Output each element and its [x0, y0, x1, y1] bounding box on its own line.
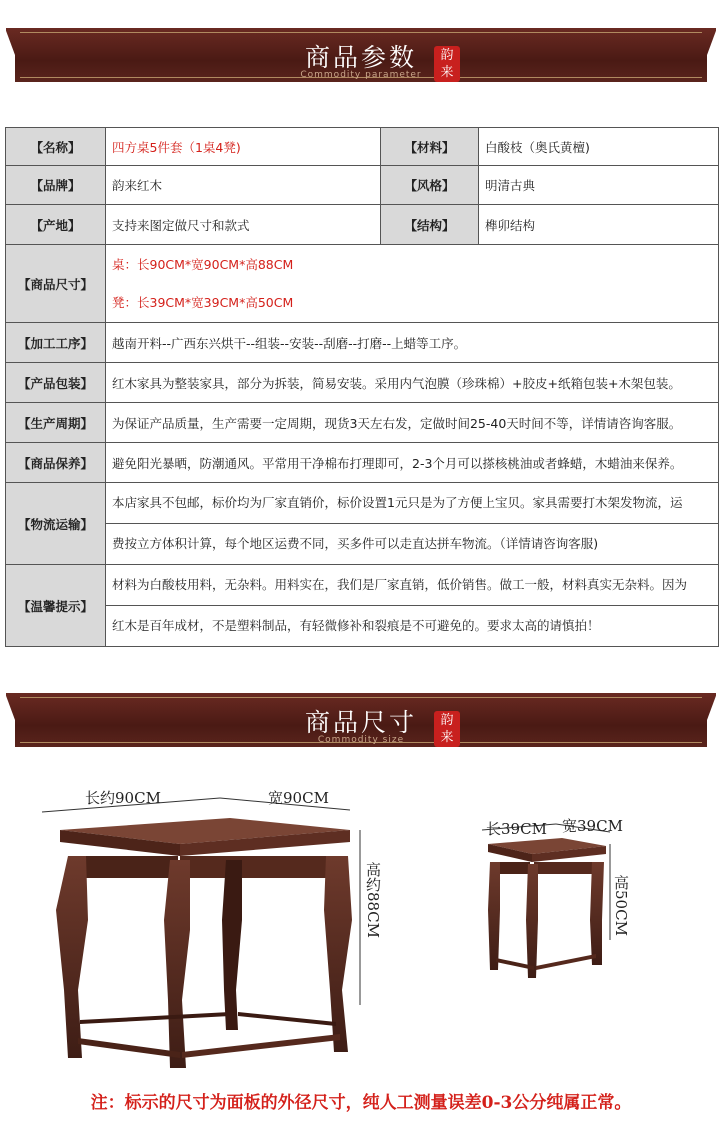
material-value: 白酸枝（奥氏黄檀)	[479, 128, 719, 166]
banner-commodity-size	[6, 683, 716, 757]
brand-value: 韵来红木	[106, 166, 381, 205]
banner-title: 商品尺寸	[304, 708, 417, 737]
table-width-label: 宽90CM	[268, 789, 329, 807]
process-label: 【加工工序】	[6, 323, 106, 363]
tip-value	[106, 565, 719, 647]
structure-value: 榫卯结构	[479, 205, 719, 245]
shipping-line-1: 本店家具不包邮，标价均为厂家直销价，标价设置1元只是为了方便上宝贝。家具需要打木架发物流，运	[112, 495, 683, 510]
cycle-value: 为保证产品质量，生产需要一定周期，现货3天左右发，定做时间25-40天时间不等，详情请咨询客服。	[106, 403, 719, 443]
parameter-table	[5, 127, 719, 647]
measurement-note: 注：标示的尺寸为面板的外径尺寸，纯人工测量误差0-3公分纯属正常。	[90, 1093, 632, 1113]
stool-image	[478, 820, 613, 985]
tip-line-1: 材料为白酸枝用料，无杂料。用料实在，我们是厂家直销，低价销售。做工一般，材料真实无杂料。因为	[112, 577, 688, 592]
banner-commodity-parameter	[6, 18, 716, 92]
shipping-label: 【物流运输】	[6, 483, 106, 565]
stool-height-label: 高50CM	[612, 875, 630, 936]
brand-seal: 韵 来	[434, 46, 460, 82]
care-label: 【商品保养】	[6, 443, 106, 483]
name-value: 四方桌5件套（1桌4凳)	[106, 128, 381, 166]
origin-value: 支持来图定做尺寸和款式	[106, 205, 381, 245]
table-height-label: 高约88CM	[364, 862, 382, 938]
stool-width-label: 宽39CM	[562, 817, 623, 835]
structure-label: 【结构】	[381, 205, 479, 245]
stool-length-label: 长39CM	[486, 820, 547, 838]
stool-size: 凳：长39CM*宽39CM*高50CM	[112, 294, 294, 310]
packaging-value: 红木家具为整装家具，部分为拆装，简易安装。采用内气泡膜（珍珠棉）+胶皮+纸箱包装+木架包装。	[106, 363, 719, 403]
style-value: 明清古典	[479, 166, 719, 205]
shipping-line-2: 费按立方体积计算，每个地区运费不同，买多件可以走直达拼车物流。（详情请咨询客服)	[106, 523, 718, 564]
table-size: 桌：长90CM*宽90CM*高88CM	[112, 256, 294, 272]
banner-subtitle: Commodity size	[317, 735, 405, 745]
size-value	[106, 245, 719, 323]
brand-seal: 韵 来	[434, 711, 460, 747]
table-length-label: 长约90CM	[85, 789, 161, 807]
packaging-label: 【产品包装】	[6, 363, 106, 403]
banner-title: 商品参数	[304, 43, 417, 72]
style-label: 【风格】	[381, 166, 479, 205]
banner-subtitle: Commodity parameter	[300, 70, 422, 80]
process-value: 越南开料--广西东兴烘干--组装--安装--刮磨--打磨--上蜡等工序。	[106, 323, 719, 363]
origin-label: 【产地】	[6, 205, 106, 245]
care-value: 避免阳光暴晒，防潮通风。平常用干净棉布打理即可，2-3个月可以搽核桃油或者蜂蜡，木蜡油来保养。	[106, 443, 719, 483]
square-table-image	[30, 790, 375, 1075]
name-label: 【名称】	[6, 128, 106, 166]
material-label: 【材料】	[381, 128, 479, 166]
brand-label: 【品牌】	[6, 166, 106, 205]
tip-line-2: 红木是百年成材，不是塑料制品，有轻微修补和裂痕是不可避免的。要求太高的请慎拍！	[106, 605, 718, 646]
cycle-label: 【生产周期】	[6, 403, 106, 443]
shipping-value	[106, 483, 719, 565]
size-label: 【商品尺寸】	[6, 245, 106, 323]
tip-label: 【温馨提示】	[6, 565, 106, 647]
